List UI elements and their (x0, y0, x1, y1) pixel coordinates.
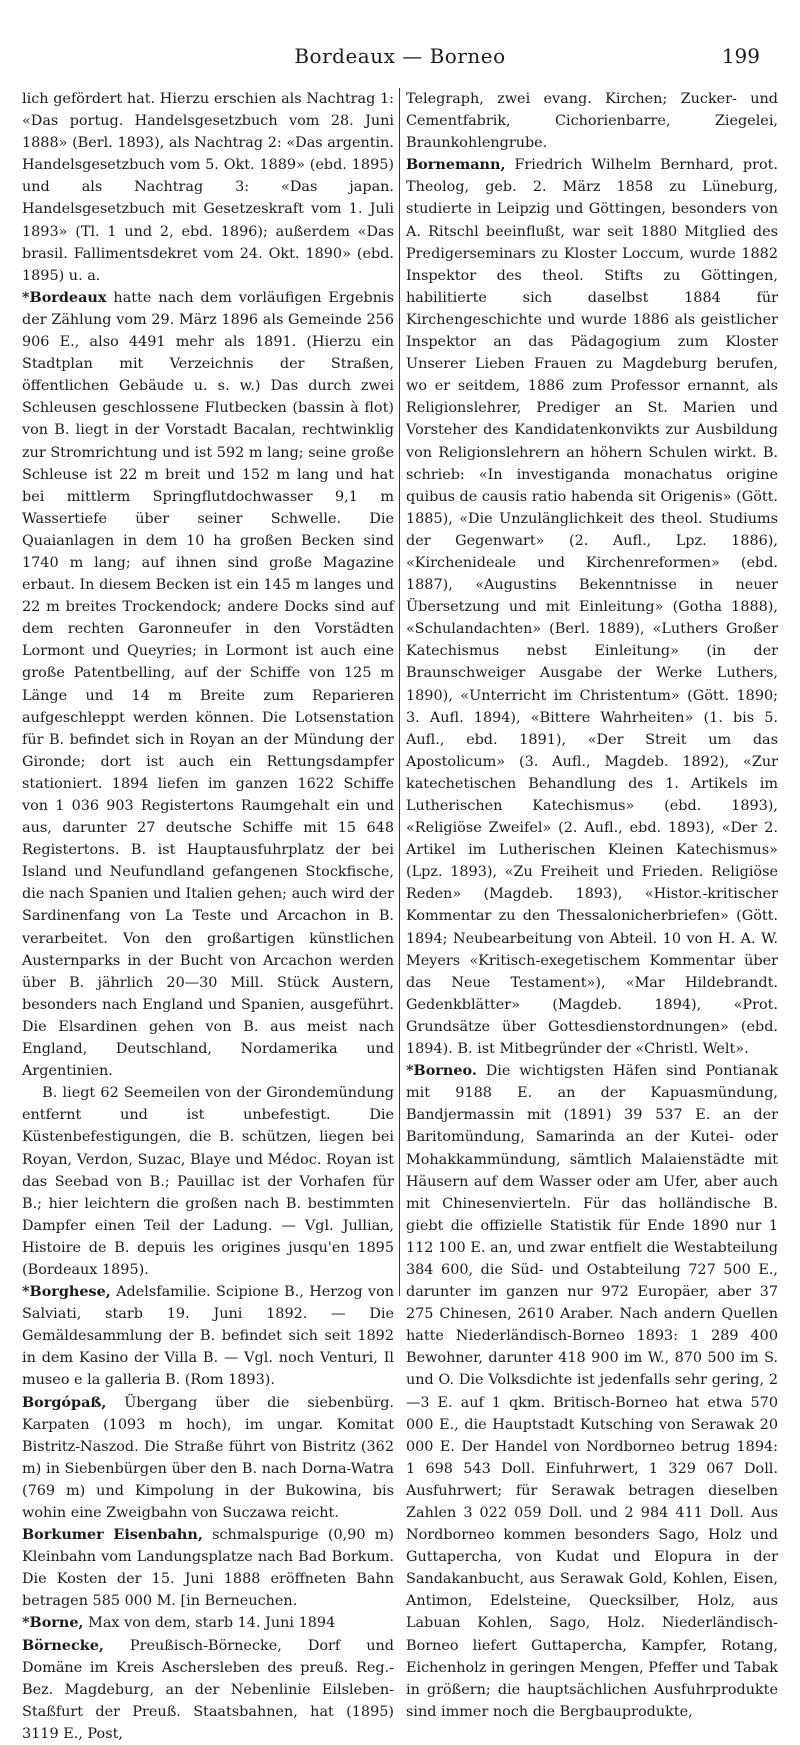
entry-paragraph (22, 1281, 394, 1391)
entry-paragraph (22, 1392, 394, 1525)
entry-text: Die wichtigsten Häfen sind Pontianak mit 9188 E. an der Kapuasmündung, Bandjermassin mit (1891) 39 537 E. an der Baritomündung, Samarinda an der Kutei- oder Mohakkammündung, sämtlich Malaienstädte mit Häusern auf dem Wasser oder am Ufer, aber auch mit Chinesenvierteln. Für das holländische B. giebt die offizielle Statistik für Ende 1890 nur 1 112 100 E. an, und zwar entfielt die Westabteilung 384 600, die Süd- und Ostabteilung 727 500 E., darunter im ganzen nur 972 Europäer, aber 37 275 Chinesen, 2610 Araber. Nach andern Quellen hatte Niederländisch-Borneo 1893: 1 289 400 Bewohner, darunter 418 900 im W., 870 500 im S. und O. Die Volksdichte ist jedenfalls sehr gering, 2—3 E. auf 1 qkm. Britisch-Borneo hat etwa 570 000 E., die Hauptstadt Kutsching von Serawak 20 000 E. Der Handel von Nordborneo betrug 1894: 1 698 543 Doll. Einfuhrwert, 1 329 067 Doll. Ausfuhrwert; für Serawak betragen dieselben Zahlen 3 022 059 Doll. und 2 984 411 Doll. Aus Nordborneo kommen besonders Sago, Holz und Guttapercha, von Kudat und Elopura in der Sandakanbucht, aus Serawak Gold, Kohlen, Eisen, Antimon, Edelsteine, Quecksilber, Holz, aus Labuan Kohlen, Sago, Holz. Niederländisch-Borneo liefert Guttapercha, Kampfer, Rotang, Eichenholz in geringen Mengen, Pfeffer und Tabak in größern; die hauptsächlichen Ausfuhrprodukte sind immer noch die Bergbauprodukte, (406, 1063, 778, 1720)
entry-text: lich gefördert hat. Hierzu erschien als Nachtrag 1: «Das portug. Handelsgesetzbuch vom 28. Juni 1888» (Berl. 1893), als Nachtrag 2: «Das argentin. Handelsgesetzbuch vom 5. Okt. 1889» (ebd. 1895) und als Nachtrag 3: «Das japan. Handelsgesetzbuch mit Gesetzeskraft vom 1. Juli 1893» (Tl. 1 und 2, ebd. 1896); außerdem «Das brasil. Fallimentsdekret vom 24. Okt. 1890» (ebd. 1895) u. a. (22, 91, 394, 284)
entry-paragraph (22, 1082, 394, 1281)
entry-lemma: *Borne, (22, 1614, 84, 1632)
running-title: Bordeaux — Borneo (294, 44, 506, 68)
entry-lemma: *Borghese, (22, 1283, 111, 1301)
column-divider (399, 88, 400, 1296)
entry-paragraph (406, 88, 778, 154)
page-number: 199 (721, 44, 760, 68)
entry-paragraph (406, 1060, 778, 1723)
entry-paragraph (22, 287, 394, 1082)
entry-text: Friedrich Wilhelm Bernhard, prot. Theolog, geb. 2. März 1858 zu Lüneburg, studierte in Leipzig und Göttingen, besonders von A. Ritschl beeinflußt, war seit 1880 Mitglied des Predigerseminars zu Kloster Loccum, wurde 1882 Inspektor des theol. Stifts zu Göttingen, habilitierte sich daselbst 1884 für Kirchengeschichte und wurde 1886 als geistlicher Inspektor an das Pädagogium zum Kloster Unserer Lieben Frauen zu Magdeburg berufen, wo er seitdem, 1886 zum Professor ernannt, als Religionslehrer, Prediger an St. Marien und Vorsteher des Kandidatenkonvikts zur Ausbildung von Religionslehrern an höhern Schulen wirkt. B. schrieb: «In investiganda monachatus origine quibus de causis ratio habenda sit Origenis» (Gött. 1885), «Die Unzulänglichkeit des theol. Studiums der Gegenwart» (2. Aufl., Lpz. 1886), «Kirchenideale und Kirchenreformen» (ebd. 1887), «Augustins Bekenntnisse in neuer Übersetzung und mit Einleitung» (Gotha 1888), «Schulandachten» (Berl. 1889), «Luthers Großer Katechismus nebst Einleitung» (in der Braunschweiger Ausgabe der Werke Luthers, 1890), «Unterricht im Christentum» (Gött. 1890; 3. Aufl. 1894), «Bittere Wahrheiten» (1. bis 5. Aufl., ebd. 1891), «Der Streit um das Apostolicum» (3. Aufl., Magdeb. 1892), «Zur katechetischen Behandlung des 1. Artikels im Lutherischen Katechismus» (ebd. 1893), «Religiöse Zweifel» (2. Aufl., ebd. 1893), «Der 2. Artikel im Lutherischen Kleinen Katechismus» (Lpz. 1893), «Zu Freiheit und Frieden. Religiöse Reden» (Magdeb. 1893), «Histor.-kritischer Kommentar zu den Thessalonicherbriefen» (Gött. 1894; Neubearbeitung von Abteil. 10 von H. A. W. Meyers «Kritisch-exegetischem Kommentar über das Neue Testament»), «Mar Hildebrandt. Gedenkblätter» (Magdeb. 1894), «Prot. Grundsätze über Gottesdienstordnungen» (ebd. 1894). B. ist Mitbegründer der «Christl. Welt». (406, 157, 779, 1058)
entry-lemma: Bornemann, (406, 156, 506, 174)
entry-lemma: Börnecke, (22, 1636, 104, 1654)
entry-text: Telegraph, zwei evang. Kirchen; Zucker- und Cementfabrik, Cichorienbarre, Ziegelei, Braunkohlengrube. (406, 91, 778, 152)
entry-text: Preußisch-Börnecke, Dorf und Domäne im Kreis Aschersleben des preuß. Reg.-Bez. Magdeburg, an der Nebenlinie Eilsleben-Staßfurt der Preuß. Staatsbahnen, hat (1895) 3119 E., Post, (22, 1637, 395, 1742)
entry-text: hatte nach dem vorläufigen Ergebnis der Zählung vom 29. März 1896 als Gemeinde 256 906 E., also 4491 mehr als 1891. (Hierzu ein Stadtplan mit Verzeichnis der Straßen, öffentlichen Gebäude u. s. w.) Das durch zwei Schleusen geschlossene Flutbecken (bassin à flot) von B. liegt in der Vorstadt Bacalan, rechtwinklig zur Stromrichtung und ist 592 m lang; seine große Schleuse ist 22 m breit und 152 m lang und hat bei mittlerm Springflutdochwasser 9,1 m Wassertiefe über seiner Schwelle. Die Quaianlagen in dem 10 ha großen Becken sind 1740 m lang; auf ihnen sind große Magazine erbaut. In diesem Becken ist ein 145 m langes und 22 m breites Trockendock; andere Docks sind auf dem rechten Garonneufer in den Vorstädten Lormont und Queyries; in Lormont ist auch eine große Patentbelling, auf der Schiffe von 125 m Länge und 14 m Breite zum Reparieren aufgeschleppt werden können. Die Lotsenstation für B. befindet sich in Royan an der Mündung der Gironde; dort ist auch ein Rettungsdampfer stationiert. 1894 liefen im ganzen 1622 Schiffe von 1 036 903 Registertons Raumgehalt ein und aus, darunter 27 deutsche Schiffe mit 15 648 Registertons. B. ist Hauptausfuhrplatz der bei Island und Neufundland gefangenen Stockfische, die nach Spanien und Italien gehen; auch wird der Sardinenfang von La Teste und Arcachon in B. verarbeitet. Von den großartigen künstlichen Austernparks in der Bucht von Arcachon werden über B. jährlich 20—30 Mill. Stück Austern, besonders nach England und Spanien, ausgeführt. Die Elsardinen gehen von B. aus meist nach England, Deutschland, Nordamerika und Argentinien. (22, 289, 394, 1080)
entry-paragraph (22, 1524, 394, 1612)
right-column (406, 88, 779, 1720)
entry-text: Max von dem, starb 14. Juni 1894 (88, 1615, 336, 1632)
left-column (22, 88, 395, 1742)
entry-paragraph (406, 154, 778, 1060)
entry-lemma: Borkumer Eisenbahn, (22, 1526, 203, 1544)
entry-paragraph (22, 88, 394, 287)
entry-text: schmalspurige (0,90 m) Kleinbahn vom Landungsplatze nach Bad Borkum. Die Kosten der 15. Juni 1888 eröffneten Bahn betragen 585 000 M. [in Berneuchen. (22, 1527, 394, 1610)
entry-text: B. liegt 62 Seemeilen von der Girondemündung entfernt und ist unbefestigt. Die Küstenbefestigungen, die B. schützen, liegen bei Royan, Verdon, Suzac, Blaye und Médoc. Royan ist das Seebad von B.; Pauillac ist der Vorhafen für B.; hier leichtern die großen nach B. bestimmten Dampfer einen Teil der Ladung. — Vgl. Jullian, Histoire de B. depuis les origines jusqu'en 1895 (Bordeaux 1895). (22, 1085, 394, 1278)
entry-text: Adelsfamilie. Scipione B., Herzog von Salviati, starb 19. Juni 1892. — Die Gemäldesammlung der B. befindet sich seit 1892 in dem Kasino der Villa B. — Vgl. noch Venturi, Il museo e la galleria B. (Rom 1893). (22, 1284, 394, 1389)
entry-paragraph (22, 1612, 394, 1634)
entry-text: Übergang über die siebenbürg. Karpaten (1093 m hoch), im ungar. Komitat Bistritz-Naszod. Die Straße führt von Bistritz (362 m) in Siebenbürgen über den B. nach Dorna-Watra (769 m) und Kimpolung in der Bukowina, bis wohin eine Zweigbahn von Suczawa reicht. (22, 1394, 394, 1521)
entry-lemma: Borgópaß, (22, 1393, 107, 1411)
page-header (0, 40, 800, 80)
entry-paragraph (22, 1635, 394, 1745)
entry-lemma: *Bordeaux (22, 288, 107, 306)
entry-lemma: *Borneo. (406, 1062, 477, 1080)
